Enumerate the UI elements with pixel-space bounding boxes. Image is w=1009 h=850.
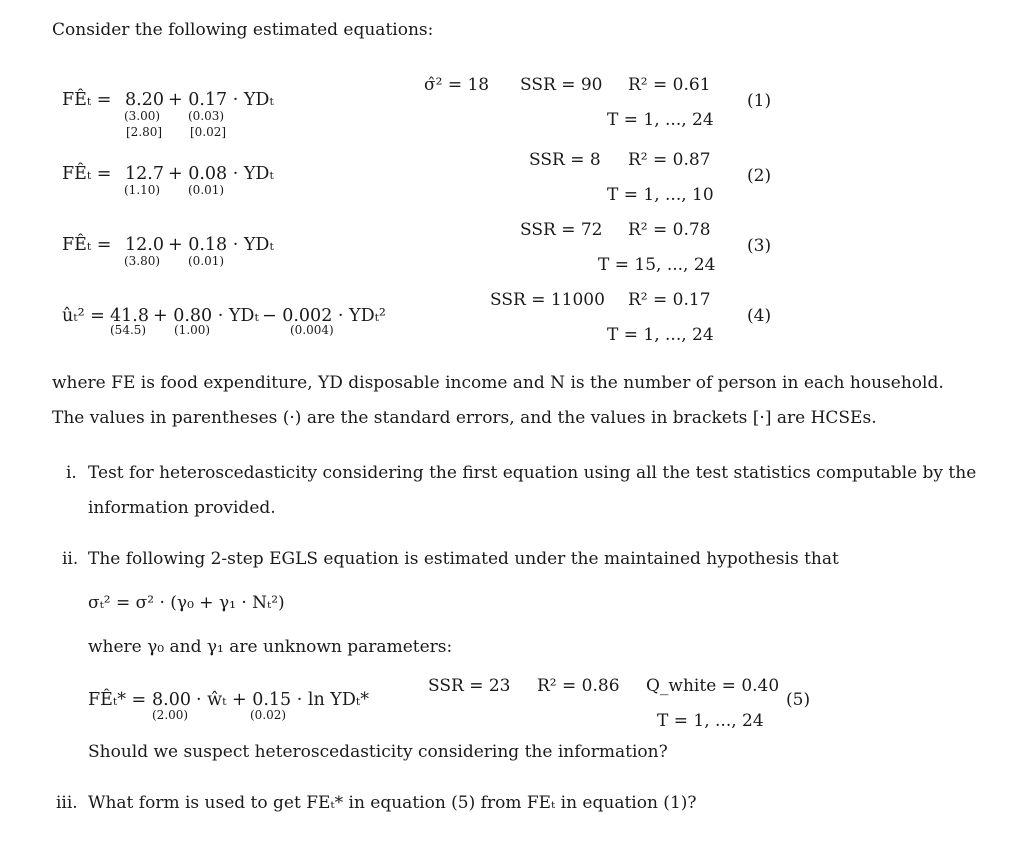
eq4-number: (4) bbox=[747, 306, 772, 326]
q1-line-2: information provided. bbox=[88, 498, 276, 518]
eq5-sample: T = 1, ..., 24 bbox=[657, 711, 764, 731]
eq4-sample: T = 1, ..., 24 bbox=[607, 325, 714, 345]
eq1-hcse-intercept: [2.80] bbox=[126, 125, 163, 139]
eq4-quadratic-term: − 0.002 · YDₜ² bbox=[262, 306, 386, 326]
eq1-r2: R² = 0.61 bbox=[628, 75, 711, 95]
eq3-lhs: FÊₜ = bbox=[62, 235, 112, 255]
eq3-ssr: SSR = 72 bbox=[520, 220, 603, 240]
q2-question: Should we suspect heteroscedasticity considering the information? bbox=[88, 742, 668, 762]
eq2-se-slope: (0.01) bbox=[188, 183, 225, 197]
eq5-terms: · ŵₜ + 0.15 · ln YDₜ* bbox=[196, 690, 369, 710]
eq2-r2: R² = 0.87 bbox=[628, 150, 711, 170]
eq4-linear-term: + 0.80 · YDₜ bbox=[153, 306, 259, 326]
eq4-se-linear: (1.00) bbox=[174, 323, 211, 337]
q1-line-1: Test for heteroscedasticity considering the first equation using all the test statistics computable by the bbox=[88, 463, 977, 483]
eq5-coef-w: 8.00 bbox=[152, 690, 191, 710]
eq4-ssr: SSR = 11000 bbox=[490, 290, 605, 310]
eq5-lhs: FÊₜ* = bbox=[88, 690, 147, 710]
eq2-intercept: 12.7 bbox=[125, 164, 164, 184]
eq4-intercept: 41.8 bbox=[110, 306, 149, 326]
q2-hypothesis: σₜ² = σ² · (γ₀ + γ₁ · Nₜ²) bbox=[88, 593, 285, 613]
eq3-se-intercept: (3.80) bbox=[124, 254, 161, 268]
q2-line-1: The following 2-step EGLS equation is estimated under the maintained hypothesis that bbox=[88, 549, 839, 569]
eq3-slope-term: + 0.18 · YDₜ bbox=[168, 235, 274, 255]
q2-marker: ii. bbox=[62, 549, 79, 569]
eq1-sigma: σ̂² = 18 bbox=[424, 75, 490, 95]
eq1-se-intercept: (3.00) bbox=[124, 109, 161, 123]
eq1-hcse-slope: [0.02] bbox=[190, 125, 227, 139]
q1-marker: i. bbox=[66, 463, 77, 483]
eq2-number: (2) bbox=[747, 166, 772, 186]
eq3-intercept: 12.0 bbox=[125, 235, 164, 255]
eq5-number: (5) bbox=[786, 690, 811, 710]
eq2-se-intercept: (1.10) bbox=[124, 183, 161, 197]
eq1-intercept: 8.20 bbox=[125, 90, 164, 110]
definitions-line-1: where FE is food expenditure, YD disposable income and N is the number of person in each household. bbox=[52, 373, 944, 393]
eq5-r2: R² = 0.86 bbox=[537, 676, 620, 696]
eq1-ssr: SSR = 90 bbox=[520, 75, 603, 95]
eq5-qwhite: Q_white = 0.40 bbox=[646, 676, 780, 696]
eq2-lhs: FÊₜ = bbox=[62, 164, 112, 184]
eq3-se-slope: (0.01) bbox=[188, 254, 225, 268]
eq2-sample: T = 1, ..., 10 bbox=[607, 185, 714, 205]
eq3-number: (3) bbox=[747, 236, 772, 256]
eq1-slope-term: + 0.17 · YDₜ bbox=[168, 90, 274, 110]
eq4-se-intercept: (54.5) bbox=[110, 323, 147, 337]
definitions-line-2: The values in parentheses (·) are the standard errors, and the values in brackets [·] are HCSEs. bbox=[52, 408, 877, 428]
eq4-r2: R² = 0.17 bbox=[628, 290, 711, 310]
eq2-slope-term: + 0.08 · YDₜ bbox=[168, 164, 274, 184]
eq5-ssr: SSR = 23 bbox=[428, 676, 511, 696]
eq5-se-lnyd: (0.02) bbox=[250, 708, 287, 722]
q3-text: What form is used to get FEₜ* in equation (5) from FEₜ in equation (1)? bbox=[88, 793, 697, 813]
eq1-se-slope: (0.03) bbox=[188, 109, 225, 123]
eq3-sample: T = 15, ..., 24 bbox=[598, 255, 716, 275]
eq1-sample: T = 1, ..., 24 bbox=[607, 110, 714, 130]
eq4-se-quadratic: (0.004) bbox=[290, 323, 334, 337]
eq1-number: (1) bbox=[747, 91, 772, 111]
eq3-r2: R² = 0.78 bbox=[628, 220, 711, 240]
eq2-ssr: SSR = 8 bbox=[529, 150, 601, 170]
intro-text: Consider the following estimated equations: bbox=[52, 20, 434, 40]
q2-where: where γ₀ and γ₁ are unknown parameters: bbox=[88, 637, 453, 657]
eq5-se-w: (2.00) bbox=[152, 708, 189, 722]
eq4-lhs: ûₜ² = bbox=[62, 306, 105, 326]
q3-marker: iii. bbox=[56, 793, 78, 813]
eq1-lhs: FÊₜ = bbox=[62, 90, 112, 110]
